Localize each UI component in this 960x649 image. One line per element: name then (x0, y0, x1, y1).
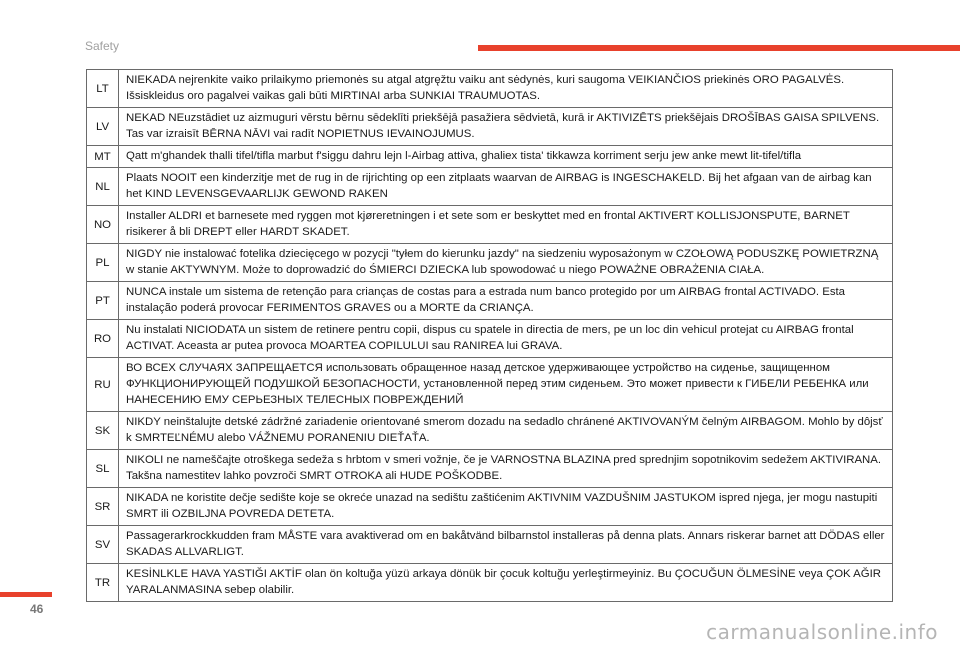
table-row (87, 206, 893, 244)
language-code: PT (87, 282, 119, 320)
warning-text: Qatt m'ghandek thalli tifel/tifla marbut f'siggu dahru lejn l-Airbag attiva, ghaliex tista' tikkawza korriment serju jew anke mewt lit-tifel/tifla (119, 146, 893, 168)
language-code: MT (87, 146, 119, 168)
table-row (87, 564, 893, 602)
language-code: PL (87, 244, 119, 282)
warning-text: NIGDY nie instalować fotelika dziecięcego w pozycji "tyłem do kierunku jazdy" na siedzeniu wyposażonym w CZOŁOWĄ PODUSZKĘ POWIETRZNĄ w stanie AKTYWNYM. Może to doprowadzić do ŚMIERCI DZIECKA lub spowodować u niego POWAŻNE OBRAŻENIA CIAŁA. (119, 244, 893, 282)
table-row (87, 320, 893, 358)
language-code: RU (87, 358, 119, 412)
warning-text: Installer ALDRI et barnesete med ryggen mot kjøreretningen i et sete som er beskyttet med en frontal AKTIVERT KOLLISJONSPUTE, BARNET risikerer å bli DREPT eller HARDT SKADET. (119, 206, 893, 244)
warning-table-body (87, 70, 893, 602)
warning-text: NIKDY neinštalujte detské zádržné zariadenie orientované smerom dozadu na sedadlo chránené AKTIVOVANÝM čelným AIRBAGOM. Mohlo by dôjsť k SMRTEĽNÉMU alebo VÁŽNEMU PORANENIU DIEŤAŤA. (119, 412, 893, 450)
footer-accent-bar (0, 592, 52, 597)
page-number: 46 (30, 602, 44, 616)
watermark: carmanualsonline.info (706, 620, 938, 644)
language-code: SR (87, 488, 119, 526)
warning-text: Passagerarkrockkudden fram MÅSTE vara avaktiverad om en bakåtvänd bilbarnstol installeras på denna plats. Annars riskerar barnet att DÖDAS eller SKADAS ALLVARLIGT. (119, 526, 893, 564)
language-code: SV (87, 526, 119, 564)
table-row (87, 488, 893, 526)
warning-text: NIKADA ne koristite dečje sedište koje se okreće unazad na sedištu zaštićenim AKTIVNIM VAZDUŠNIM JASTUKOM ispred njega, jer mogu nastupiti SMRT ili OZBILJNA POVREDA DETETA. (119, 488, 893, 526)
language-code: LV (87, 108, 119, 146)
header-accent-bar (478, 45, 960, 51)
language-code: SK (87, 412, 119, 450)
language-code: RO (87, 320, 119, 358)
language-code: SL (87, 450, 119, 488)
table-row (87, 526, 893, 564)
warning-text: NIKOLI ne nameščajte otroškega sedeža s hrbtom v smeri vožnje, če je VARNOSTNA BLAZINA pred sprednjim sopotnikovim sedežem AKTIVIRANA. Takšna namestitev lahko povzroči SMRT OTROKA ali HUDE POŠKODBE. (119, 450, 893, 488)
warning-text: NEKAD NEuzstādiet uz aizmuguri vērstu bērnu sēdeklīti priekšējā pasažiera sēdvietā, kurā ir AKTIVIZĒTS priekšējais DROŠĪBAS GAISA SPILVENS. Tas var izraisīt BĒRNA NĀVI vai radīt NOPIETNUS IEVAINOJUMUS. (119, 108, 893, 146)
language-code: NL (87, 168, 119, 206)
table-row (87, 282, 893, 320)
warning-text: NUNCA instale um sistema de retenção para crianças de costas para a estrada num banco protegido por um AIRBAG frontal ACTIVADO. Esta instalação poderá provocar FERIMENTOS GRAVES ou a MORTE da CRIANÇA. (119, 282, 893, 320)
warning-text: KESİNLKLE HAVA YASTIĞI AKTİF olan ön koltuğa yüzü arkaya dönük bir çocuk koltuğu yerleştirmeyiniz. Bu ÇOCUĞUN ÖLMESİNE veya ÇOK AĞIR YARALANMASINA sebep olabilir. (119, 564, 893, 602)
warning-text: Plaats NOOIT een kinderzitje met de rug in de rijrichting op een zitplaats waarvan de AIRBAG is INGESCHAKELD. Bij het afgaan van de airbag kan het KIND LEVENSGEVAARLIJK GEWOND RAKEN (119, 168, 893, 206)
language-code: NO (87, 206, 119, 244)
table-row (87, 108, 893, 146)
table-row (87, 168, 893, 206)
language-code: LT (87, 70, 119, 108)
table-row (87, 450, 893, 488)
table-row (87, 70, 893, 108)
warning-text: NIEKADA nejrenkite vaiko prilaikymo priemonės su atgal atgręžtu vaiku ant sėdynės, kuri saugoma VEIKIANČIOS priekinės ORO PAGALVĖS. Išsiskleidus oro pagalvei vaikas gali būti MIRTINAI arba SUNKIAI TRAUMUOTAS. (119, 70, 893, 108)
warning-text: Nu instalati NICIODATA un sistem de retinere pentru copii, dispus cu spatele in directia de mers, pe un loc din vehicul protejat cu AIRBAG frontal ACTIVAT. Aceasta ar putea provoca MOARTEA COPILULUI sau RANIREA lui GRAVA. (119, 320, 893, 358)
table-row (87, 146, 893, 168)
warning-table (86, 69, 893, 602)
section-title: Safety (85, 39, 120, 53)
table-row (87, 244, 893, 282)
language-code: TR (87, 564, 119, 602)
table-row (87, 412, 893, 450)
table-row (87, 358, 893, 412)
page-header (0, 37, 960, 57)
warning-text: ВО ВСЕХ СЛУЧАЯХ ЗАПРЕЩАЕТСЯ использовать обращенное назад детское удерживающее устройство на сиденье, защищенном ФУНКЦИОНИРУЮЩЕЙ ПОДУШКОЙ БЕЗОПАСНОСТИ, установленной перед этим сиденьем. Это может привести к ГИБЕЛИ РЕБЕНКА или НАНЕСЕНИЮ ЕМУ СЕРЬЕЗНЫХ ТЕЛЕСНЫХ ПОВРЕЖДЕНИЙ (119, 358, 893, 412)
